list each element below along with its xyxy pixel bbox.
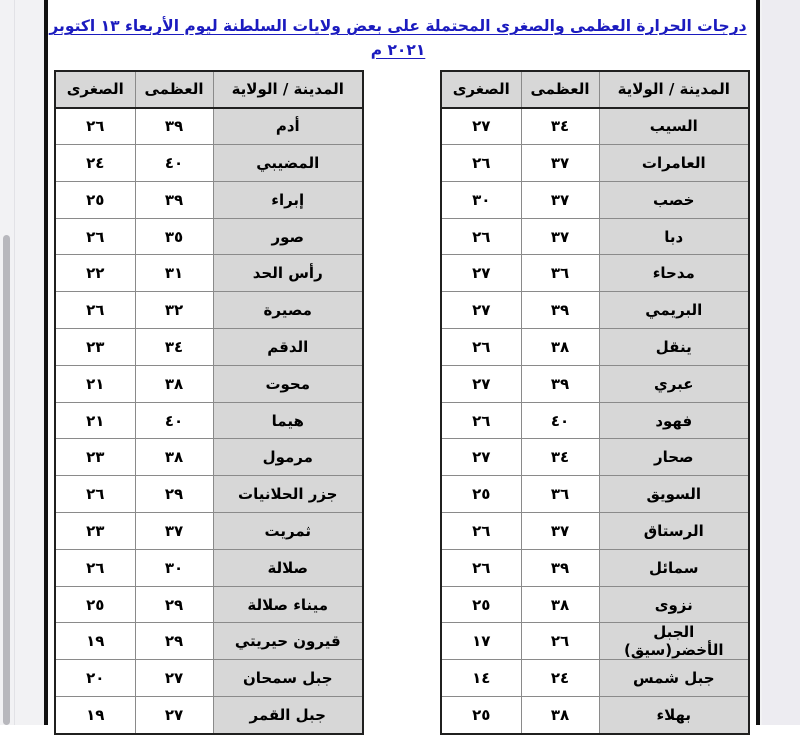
cell-min-temperature: ٢٦ [441, 549, 521, 586]
cell-min-temperature: ٢٦ [55, 549, 135, 586]
table-row [55, 476, 363, 513]
table-row [55, 365, 363, 402]
table-row [441, 108, 749, 145]
cell-max-temperature: ٣٨ [521, 697, 599, 734]
cell-city: هيما [213, 402, 363, 439]
cell-max-temperature: ٢٤ [521, 660, 599, 697]
cell-min-temperature: ٢٧ [441, 292, 521, 329]
cell-max-temperature: ٣٦ [521, 476, 599, 513]
cell-city: أدم [213, 108, 363, 145]
page-title-text: درجات الحرارة العظمى والصغرى المحتملة على بعض ولايات السلطنة ليوم الأربعاء ١٣ اكتوبر ٢٠٢١ م [49, 17, 747, 59]
cell-city: الدقم [213, 329, 363, 366]
cell-max-temperature: ٣٨ [135, 439, 213, 476]
cell-max-temperature: ٢٧ [135, 697, 213, 734]
cell-max-temperature: ٣٤ [135, 329, 213, 366]
cell-min-temperature: ٢٦ [441, 145, 521, 182]
table-row [441, 513, 749, 550]
cell-city: جبل القمر [213, 697, 363, 734]
cell-max-temperature: ٣١ [135, 255, 213, 292]
table-row [441, 439, 749, 476]
table-header-row [441, 71, 749, 108]
scrollbar-thumb[interactable] [3, 235, 10, 725]
cell-min-temperature: ٢١ [55, 402, 135, 439]
cell-min-temperature: ٢٤ [55, 145, 135, 182]
cell-max-temperature: ٢٩ [135, 476, 213, 513]
table-row [441, 549, 749, 586]
cell-city: المضيبي [213, 145, 363, 182]
cell-min-temperature: ٢٥ [441, 697, 521, 734]
cell-city: مدحاء [599, 255, 749, 292]
cell-min-temperature: ١٩ [55, 623, 135, 660]
cell-max-temperature: ٣٨ [521, 329, 599, 366]
temperature-table-right [440, 70, 750, 735]
cell-max-temperature: ٣٨ [135, 365, 213, 402]
cell-min-temperature: ٢٦ [55, 292, 135, 329]
cell-max-temperature: ٣٤ [521, 108, 599, 145]
cell-city: صحار [599, 439, 749, 476]
cell-min-temperature: ١٧ [441, 623, 521, 660]
cell-city: قيرون حيريتي [213, 623, 363, 660]
document-page [44, 0, 760, 725]
cell-max-temperature: ٢٩ [135, 623, 213, 660]
table-body-right [441, 108, 749, 734]
cell-min-temperature: ٢٣ [55, 329, 135, 366]
table-row [55, 145, 363, 182]
cell-min-temperature: ٢٦ [55, 476, 135, 513]
cell-min-temperature: ٢٣ [55, 439, 135, 476]
cell-city: الجبل الأخضر(سيق) [599, 623, 749, 660]
cell-max-temperature: ٣٩ [521, 365, 599, 402]
cell-max-temperature: ٤٠ [521, 402, 599, 439]
cell-city: ميناء صلالة [213, 586, 363, 623]
cell-min-temperature: ٢٦ [55, 108, 135, 145]
table-row [441, 623, 749, 660]
cell-min-temperature: ٢٣ [55, 513, 135, 550]
cell-min-temperature: ٣٠ [441, 181, 521, 218]
cell-city: إبراء [213, 181, 363, 218]
table-row [441, 292, 749, 329]
cell-min-temperature: ٢٦ [441, 513, 521, 550]
cell-min-temperature: ٢٧ [441, 365, 521, 402]
cell-min-temperature: ٢١ [55, 365, 135, 402]
cell-city: ينقل [599, 329, 749, 366]
page-title [48, 14, 748, 62]
cell-city: محوت [213, 365, 363, 402]
cell-max-temperature: ٤٠ [135, 145, 213, 182]
vertical-scrollbar[interactable] [0, 0, 15, 725]
table-row [55, 697, 363, 734]
cell-city: فهود [599, 402, 749, 439]
temperature-tables [54, 70, 750, 735]
table-row [441, 255, 749, 292]
table-row [55, 218, 363, 255]
cell-city: مصيرة [213, 292, 363, 329]
cell-max-temperature: ٣٧ [521, 218, 599, 255]
cell-city: الرستاق [599, 513, 749, 550]
cell-max-temperature: ٣٧ [135, 513, 213, 550]
table-row [441, 476, 749, 513]
cell-max-temperature: ٣٥ [135, 218, 213, 255]
cell-max-temperature: ٤٠ [135, 402, 213, 439]
cell-max-temperature: ٣٧ [521, 181, 599, 218]
cell-city: العامرات [599, 145, 749, 182]
cell-city: رأس الحد [213, 255, 363, 292]
cell-city: مرمول [213, 439, 363, 476]
table-row [441, 697, 749, 734]
cell-min-temperature: ١٩ [55, 697, 135, 734]
cell-city: جبل شمس [599, 660, 749, 697]
cell-max-temperature: ٣٠ [135, 549, 213, 586]
table-row [55, 660, 363, 697]
cell-city: صور [213, 218, 363, 255]
cell-city: جبل سمحان [213, 660, 363, 697]
table-row [441, 145, 749, 182]
cell-max-temperature: ٢٧ [135, 660, 213, 697]
cell-min-temperature: ٢٥ [55, 586, 135, 623]
table-row [441, 218, 749, 255]
column-header-city: المدينة / الولاية [599, 71, 749, 108]
column-header-max: العظمى [135, 71, 213, 108]
cell-city: بهلاء [599, 697, 749, 734]
cell-city: صلالة [213, 549, 363, 586]
table-row [441, 402, 749, 439]
table-row [55, 329, 363, 366]
cell-city: البريمي [599, 292, 749, 329]
cell-min-temperature: ٢٦ [55, 218, 135, 255]
cell-city: عبري [599, 365, 749, 402]
cell-min-temperature: ٢٢ [55, 255, 135, 292]
cell-min-temperature: ٢٠ [55, 660, 135, 697]
table-row [55, 439, 363, 476]
table-row [441, 181, 749, 218]
cell-max-temperature: ٣٧ [521, 513, 599, 550]
table-row [55, 586, 363, 623]
cell-max-temperature: ٣٩ [135, 108, 213, 145]
cell-city: السويق [599, 476, 749, 513]
cell-max-temperature: ٢٦ [521, 623, 599, 660]
table-row [55, 292, 363, 329]
cell-city: خصب [599, 181, 749, 218]
table-row [55, 108, 363, 145]
column-header-max: العظمى [521, 71, 599, 108]
cell-max-temperature: ٣٩ [521, 292, 599, 329]
cell-city: السيب [599, 108, 749, 145]
cell-max-temperature: ٣٢ [135, 292, 213, 329]
cell-min-temperature: ٢٥ [441, 476, 521, 513]
cell-min-temperature: ٢٦ [441, 402, 521, 439]
table-header-right [441, 71, 749, 108]
cell-city: جزر الحلانيات [213, 476, 363, 513]
table-row [441, 329, 749, 366]
cell-city: دبا [599, 218, 749, 255]
table-row [55, 623, 363, 660]
column-header-min: الصغرى [441, 71, 521, 108]
cell-max-temperature: ٣٩ [135, 181, 213, 218]
cell-min-temperature: ١٤ [441, 660, 521, 697]
right-page-margin [762, 0, 800, 725]
table-row [441, 365, 749, 402]
cell-min-temperature: ٢٧ [441, 439, 521, 476]
column-header-min: الصغرى [55, 71, 135, 108]
table-row [55, 513, 363, 550]
cell-city: نزوى [599, 586, 749, 623]
cell-min-temperature: ٢٦ [441, 218, 521, 255]
table-row [55, 181, 363, 218]
cell-max-temperature: ٣٤ [521, 439, 599, 476]
cell-city: ثمريت [213, 513, 363, 550]
column-header-city: المدينة / الولاية [213, 71, 363, 108]
cell-max-temperature: ٣٧ [521, 145, 599, 182]
table-body-left [55, 108, 363, 734]
table-header-row [55, 71, 363, 108]
table-row [441, 586, 749, 623]
cell-max-temperature: ٣٩ [521, 549, 599, 586]
table-row [55, 255, 363, 292]
cell-max-temperature: ٢٩ [135, 586, 213, 623]
table-row [55, 402, 363, 439]
table-row [55, 549, 363, 586]
cell-max-temperature: ٣٨ [521, 586, 599, 623]
cell-min-temperature: ٢٥ [441, 586, 521, 623]
cell-city: سمائل [599, 549, 749, 586]
cell-min-temperature: ٢٧ [441, 255, 521, 292]
cell-min-temperature: ٢٧ [441, 108, 521, 145]
cell-max-temperature: ٣٦ [521, 255, 599, 292]
table-row [441, 660, 749, 697]
temperature-table-left [54, 70, 364, 735]
cell-min-temperature: ٢٦ [441, 329, 521, 366]
table-header-left [55, 71, 363, 108]
cell-min-temperature: ٢٥ [55, 181, 135, 218]
